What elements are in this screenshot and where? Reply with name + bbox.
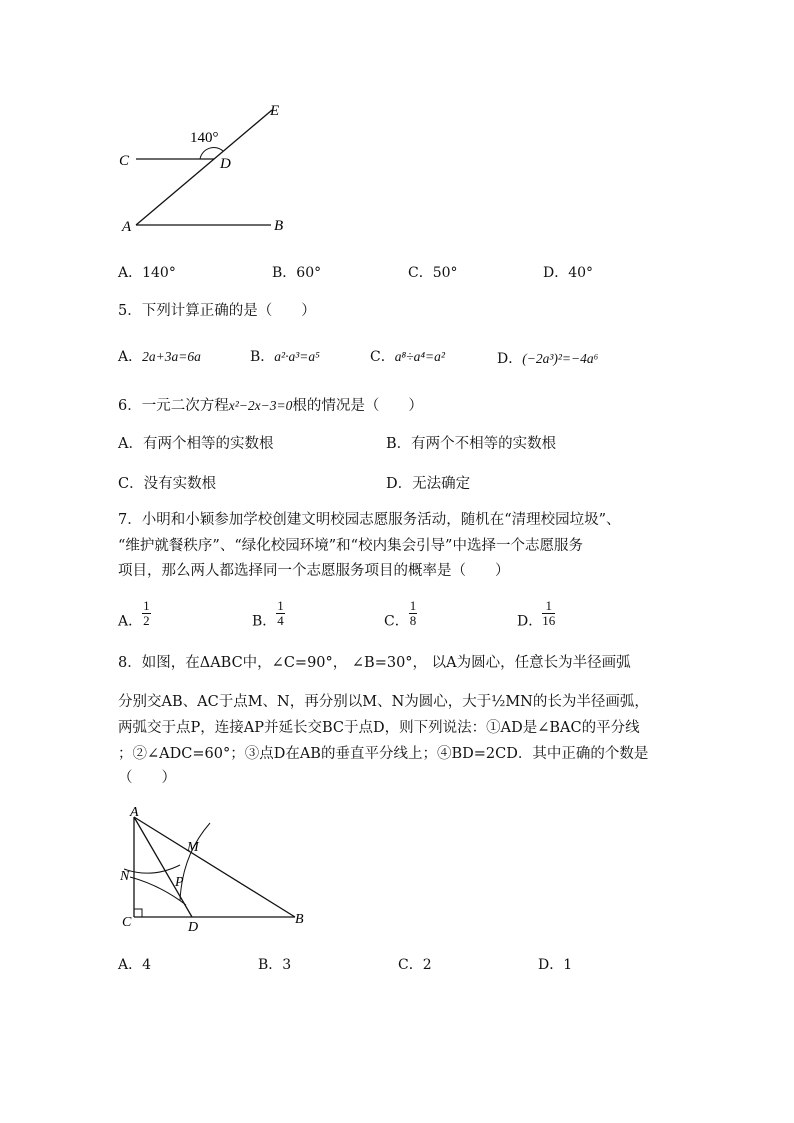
q6-option-c: C．没有实数根 xyxy=(118,476,217,492)
point-label-C: C xyxy=(119,153,130,169)
q7-option-c: C． $\frac{1}{8}$ xyxy=(384,598,417,630)
q6-option-a: A．有两个相等的实数根 xyxy=(118,436,274,452)
point-label-P: P xyxy=(175,875,184,890)
q8-line-1: 8．如图，在ΔABC中，∠C=90°， ∠B=30°， 以A为圆心，任意长为半径画弧 xyxy=(118,655,631,671)
q4-option-d: D．40° xyxy=(543,265,594,281)
q5-option-a: A．2a+3a=6a xyxy=(118,349,201,365)
q7-option-d: D． $\frac{1}{16}$ xyxy=(517,598,556,630)
q8-line-4: ；②∠ADC=60°；③点D在AB的垂直平分线上；④BD=2CD．其中正确的个数是 xyxy=(118,746,649,762)
point-label-A: A xyxy=(122,219,132,235)
q5-option-c: C．a⁸÷a⁴=a² xyxy=(370,349,445,365)
q8-line-2: 分别交AB、AC于点M、N，再分别以M、N为圆心，大于½MN的长为半径画弧， xyxy=(118,694,649,710)
figure-angle-diagram xyxy=(110,98,310,238)
point-label-D: D xyxy=(188,920,199,935)
q7-option-a: A． $\frac{1}{2}$ xyxy=(118,598,150,630)
q6-option-b: B．有两个不相等的实数根 xyxy=(386,436,557,452)
point-label-B: B xyxy=(274,218,284,234)
q6-stem: 6．一元二次方程x²−2x−3=0根的情况是（ ） xyxy=(118,398,423,414)
q7-line-1: 7．小明和小颖参加学校创建文明校园志愿服务活动，随机在“清理校园垃圾”、 xyxy=(118,512,621,528)
q4-option-a: A．140° xyxy=(118,265,176,281)
q4-option-c: C．50° xyxy=(408,265,458,281)
q8-option-c: C．2 xyxy=(398,957,432,973)
q5-option-b: B．a²·a³=a⁵ xyxy=(250,349,320,365)
q6-option-d: D．无法确定 xyxy=(386,476,471,492)
angle-label: 140° xyxy=(190,130,219,146)
point-label-D: D xyxy=(220,156,231,172)
q6-equation: x²−2x−3=0 xyxy=(228,398,293,413)
point-label-E: E xyxy=(270,103,280,119)
q8-option-b: B．3 xyxy=(258,957,292,973)
q7-line-3: 项目，那么两人都选择同一个志愿服务项目的概率是（ ） xyxy=(118,563,510,579)
figure-triangle-construction xyxy=(110,805,320,935)
point-label-M: M xyxy=(187,840,199,855)
q8-option-d: D．1 xyxy=(538,957,573,973)
q8-option-a: A．4 xyxy=(118,957,152,973)
q8-line-5: （ ） xyxy=(118,770,176,786)
q7-line-2: “维护就餐秩序”、“绿化校园环境”和“校内集会引导”中选择一个志愿服务 xyxy=(118,538,583,554)
q5-stem: 5．下列计算正确的是（ ） xyxy=(118,303,316,319)
q4-option-b: B．60° xyxy=(272,265,322,281)
point-label-C: C xyxy=(122,915,132,930)
point-label-A: A xyxy=(130,805,139,820)
q5-option-d: D．(−2a³)²=−4a⁶ xyxy=(497,351,599,367)
q7-option-b: B． $\frac{1}{4}$ xyxy=(252,598,284,630)
point-label-N: N xyxy=(120,869,130,884)
q8-line-3: 两弧交于点P，连接AP并延长交BC于点D，则下列说法：①AD是∠BAC的平分线 xyxy=(118,720,640,736)
point-label-B: B xyxy=(295,912,304,927)
